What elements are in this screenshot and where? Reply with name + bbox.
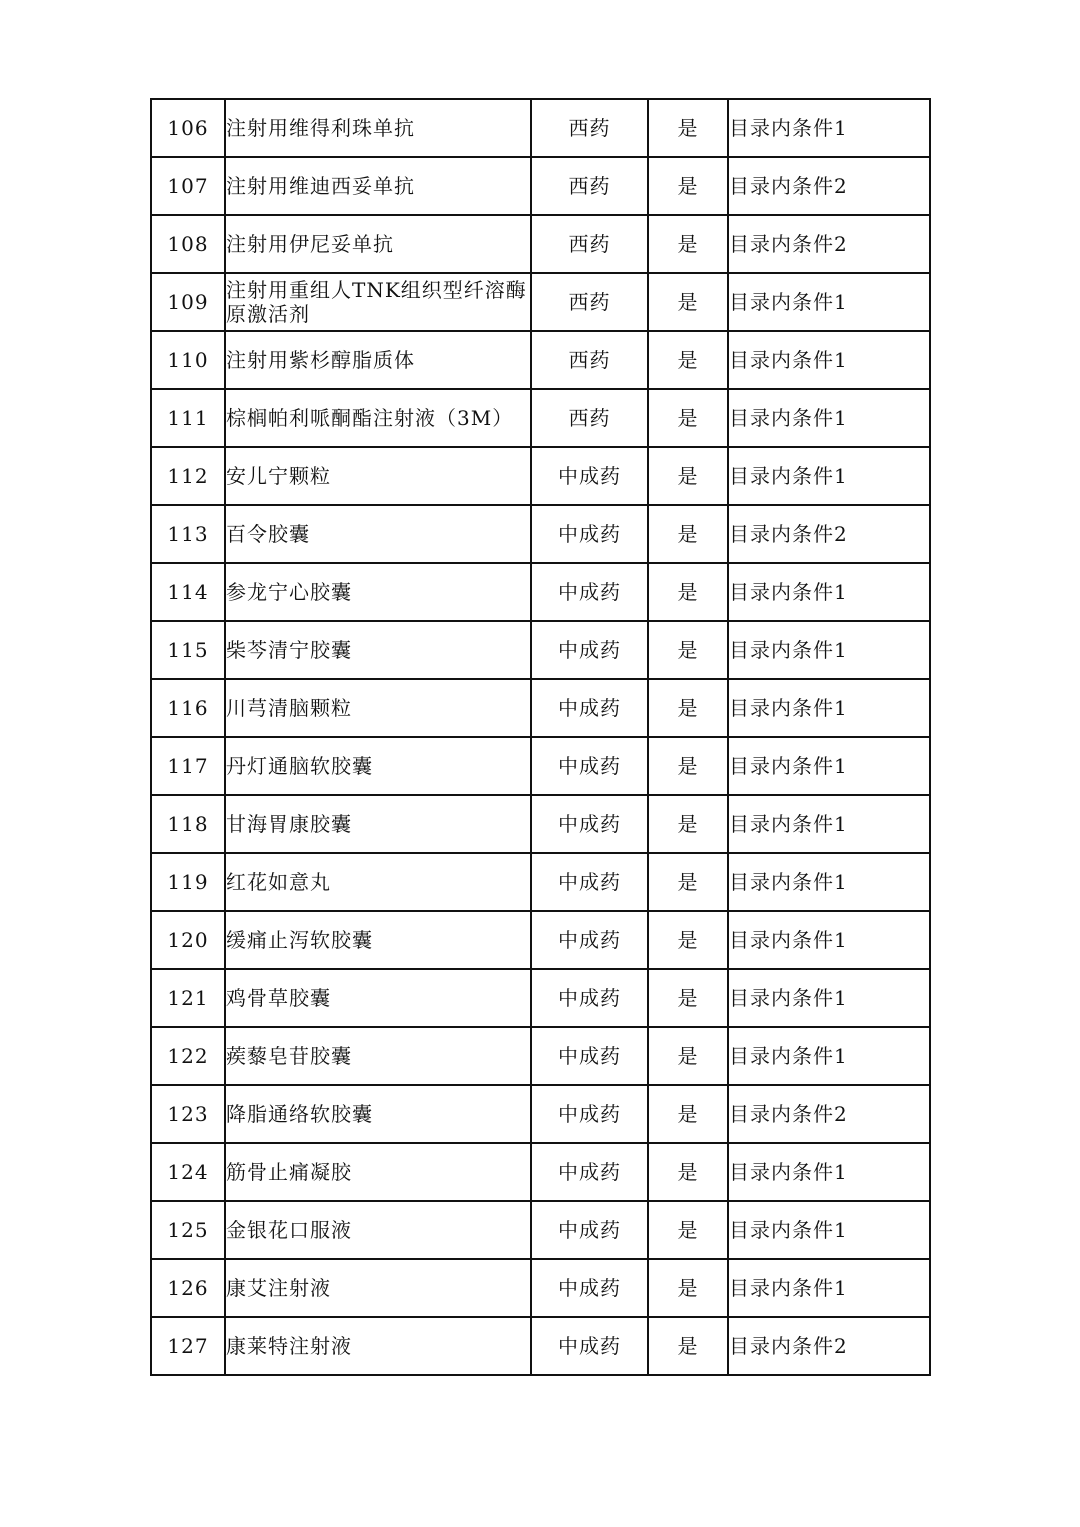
table-row — [151, 1259, 930, 1317]
table-row — [151, 1201, 930, 1259]
drug-name-cell: 注射用紫杉醇脂质体 — [225, 331, 531, 389]
table-row — [151, 795, 930, 853]
drug-type-cell: 中成药 — [531, 1259, 648, 1317]
catalog-condition-cell: 目录内条件1 — [728, 795, 930, 853]
drug-type-cell: 中成药 — [531, 447, 648, 505]
catalog-condition-cell: 目录内条件1 — [728, 563, 930, 621]
drug-name-cell: 降脂通络软胶囊 — [225, 1085, 531, 1143]
drug-name-cell: 筋骨止痛凝胶 — [225, 1143, 531, 1201]
catalog-condition-cell: 目录内条件1 — [728, 1027, 930, 1085]
catalog-condition-cell: 目录内条件1 — [728, 911, 930, 969]
row-number-cell: 126 — [151, 1259, 225, 1317]
catalog-condition-cell: 目录内条件1 — [728, 1259, 930, 1317]
table-row — [151, 621, 930, 679]
table-row — [151, 679, 930, 737]
coverage-flag-cell: 是 — [648, 853, 728, 911]
table-row — [151, 1027, 930, 1085]
coverage-flag-cell: 是 — [648, 679, 728, 737]
row-number-cell: 109 — [151, 273, 225, 331]
drug-type-cell: 中成药 — [531, 969, 648, 1027]
drug-name-cell: 注射用维迪西妥单抗 — [225, 157, 531, 215]
coverage-flag-cell: 是 — [648, 795, 728, 853]
drug-name-cell: 柴芩清宁胶囊 — [225, 621, 531, 679]
coverage-flag-cell: 是 — [648, 157, 728, 215]
table-row — [151, 1143, 930, 1201]
row-number-cell: 111 — [151, 389, 225, 447]
coverage-flag-cell: 是 — [648, 389, 728, 447]
drug-type-cell: 中成药 — [531, 737, 648, 795]
catalog-condition-cell: 目录内条件1 — [728, 331, 930, 389]
row-number-cell: 124 — [151, 1143, 225, 1201]
drug-name-cell: 注射用维得利珠单抗 — [225, 99, 531, 157]
catalog-condition-cell: 目录内条件2 — [728, 1085, 930, 1143]
catalog-condition-cell: 目录内条件1 — [728, 99, 930, 157]
row-number-cell: 119 — [151, 853, 225, 911]
table-row — [151, 99, 930, 157]
drug-type-cell: 西药 — [531, 273, 648, 331]
table-row — [151, 737, 930, 795]
table-row — [151, 853, 930, 911]
catalog-condition-cell: 目录内条件1 — [728, 447, 930, 505]
row-number-cell: 107 — [151, 157, 225, 215]
catalog-condition-cell: 目录内条件1 — [728, 1201, 930, 1259]
row-number-cell: 110 — [151, 331, 225, 389]
catalog-condition-cell: 目录内条件1 — [728, 621, 930, 679]
row-number-cell: 112 — [151, 447, 225, 505]
table-row — [151, 563, 930, 621]
coverage-flag-cell: 是 — [648, 621, 728, 679]
coverage-flag-cell: 是 — [648, 1143, 728, 1201]
coverage-flag-cell: 是 — [648, 331, 728, 389]
coverage-flag-cell: 是 — [648, 1085, 728, 1143]
coverage-flag-cell: 是 — [648, 737, 728, 795]
drug-type-cell: 中成药 — [531, 1027, 648, 1085]
catalog-condition-cell: 目录内条件2 — [728, 157, 930, 215]
row-number-cell: 115 — [151, 621, 225, 679]
drug-name-cell: 康艾注射液 — [225, 1259, 531, 1317]
drug-type-cell: 中成药 — [531, 911, 648, 969]
catalog-condition-cell: 目录内条件1 — [728, 853, 930, 911]
drug-type-cell: 中成药 — [531, 1317, 648, 1375]
coverage-flag-cell: 是 — [648, 505, 728, 563]
coverage-flag-cell: 是 — [648, 911, 728, 969]
drug-name-cell: 安儿宁颗粒 — [225, 447, 531, 505]
drug-type-cell: 中成药 — [531, 795, 648, 853]
drug-name-cell: 棕榈帕利哌酮酯注射液（3M） — [225, 389, 531, 447]
table-row — [151, 911, 930, 969]
coverage-flag-cell: 是 — [648, 1317, 728, 1375]
table-row — [151, 157, 930, 215]
catalog-condition-cell: 目录内条件2 — [728, 215, 930, 273]
drug-name-cell: 百令胶囊 — [225, 505, 531, 563]
row-number-cell: 114 — [151, 563, 225, 621]
row-number-cell: 117 — [151, 737, 225, 795]
row-number-cell: 121 — [151, 969, 225, 1027]
drug-type-cell: 中成药 — [531, 505, 648, 563]
drug-type-cell: 中成药 — [531, 1143, 648, 1201]
catalog-condition-cell: 目录内条件1 — [728, 389, 930, 447]
catalog-condition-cell: 目录内条件1 — [728, 969, 930, 1027]
drug-type-cell: 中成药 — [531, 621, 648, 679]
coverage-flag-cell: 是 — [648, 215, 728, 273]
row-number-cell: 106 — [151, 99, 225, 157]
drug-type-cell: 中成药 — [531, 853, 648, 911]
row-number-cell: 108 — [151, 215, 225, 273]
coverage-flag-cell: 是 — [648, 1201, 728, 1259]
drug-type-cell: 中成药 — [531, 1085, 648, 1143]
drug-name-cell: 注射用伊尼妥单抗 — [225, 215, 531, 273]
row-number-cell: 113 — [151, 505, 225, 563]
drug-name-cell: 丹灯通脑软胶囊 — [225, 737, 531, 795]
table-row — [151, 969, 930, 1027]
coverage-flag-cell: 是 — [648, 1027, 728, 1085]
row-number-cell: 118 — [151, 795, 225, 853]
catalog-condition-cell: 目录内条件1 — [728, 737, 930, 795]
drug-name-cell: 参龙宁心胶囊 — [225, 563, 531, 621]
table-row — [151, 1085, 930, 1143]
table-row — [151, 447, 930, 505]
drug-type-cell: 中成药 — [531, 563, 648, 621]
drug-name-cell: 金银花口服液 — [225, 1201, 531, 1259]
coverage-flag-cell: 是 — [648, 273, 728, 331]
row-number-cell: 120 — [151, 911, 225, 969]
table-body — [151, 99, 930, 1375]
row-number-cell: 125 — [151, 1201, 225, 1259]
drug-type-cell: 西药 — [531, 331, 648, 389]
drug-name-cell: 甘海胃康胶囊 — [225, 795, 531, 853]
drug-type-cell: 中成药 — [531, 679, 648, 737]
catalog-condition-cell: 目录内条件1 — [728, 1143, 930, 1201]
table-row — [151, 505, 930, 563]
table-row — [151, 273, 930, 331]
table-row — [151, 1317, 930, 1375]
catalog-condition-cell: 目录内条件2 — [728, 1317, 930, 1375]
table-row — [151, 331, 930, 389]
table-row — [151, 215, 930, 273]
drug-name-cell: 蒺藜皂苷胶囊 — [225, 1027, 531, 1085]
drug-list-table — [150, 98, 931, 1376]
coverage-flag-cell: 是 — [648, 447, 728, 505]
row-number-cell: 122 — [151, 1027, 225, 1085]
drug-type-cell: 西药 — [531, 215, 648, 273]
drug-name-cell: 鸡骨草胶囊 — [225, 969, 531, 1027]
row-number-cell: 116 — [151, 679, 225, 737]
catalog-condition-cell: 目录内条件1 — [728, 679, 930, 737]
table-row — [151, 389, 930, 447]
row-number-cell: 127 — [151, 1317, 225, 1375]
drug-type-cell: 西药 — [531, 389, 648, 447]
drug-name-cell: 注射用重组人TNK组织型纤溶酶原激活剂 — [225, 273, 531, 331]
row-number-cell: 123 — [151, 1085, 225, 1143]
drug-name-cell: 川芎清脑颗粒 — [225, 679, 531, 737]
coverage-flag-cell: 是 — [648, 99, 728, 157]
coverage-flag-cell: 是 — [648, 563, 728, 621]
drug-name-cell: 缓痛止泻软胶囊 — [225, 911, 531, 969]
catalog-condition-cell: 目录内条件1 — [728, 273, 930, 331]
drug-name-cell: 红花如意丸 — [225, 853, 531, 911]
drug-type-cell: 中成药 — [531, 1201, 648, 1259]
coverage-flag-cell: 是 — [648, 1259, 728, 1317]
catalog-condition-cell: 目录内条件2 — [728, 505, 930, 563]
drug-name-cell: 康莱特注射液 — [225, 1317, 531, 1375]
drug-type-cell: 西药 — [531, 99, 648, 157]
coverage-flag-cell: 是 — [648, 969, 728, 1027]
drug-type-cell: 西药 — [531, 157, 648, 215]
